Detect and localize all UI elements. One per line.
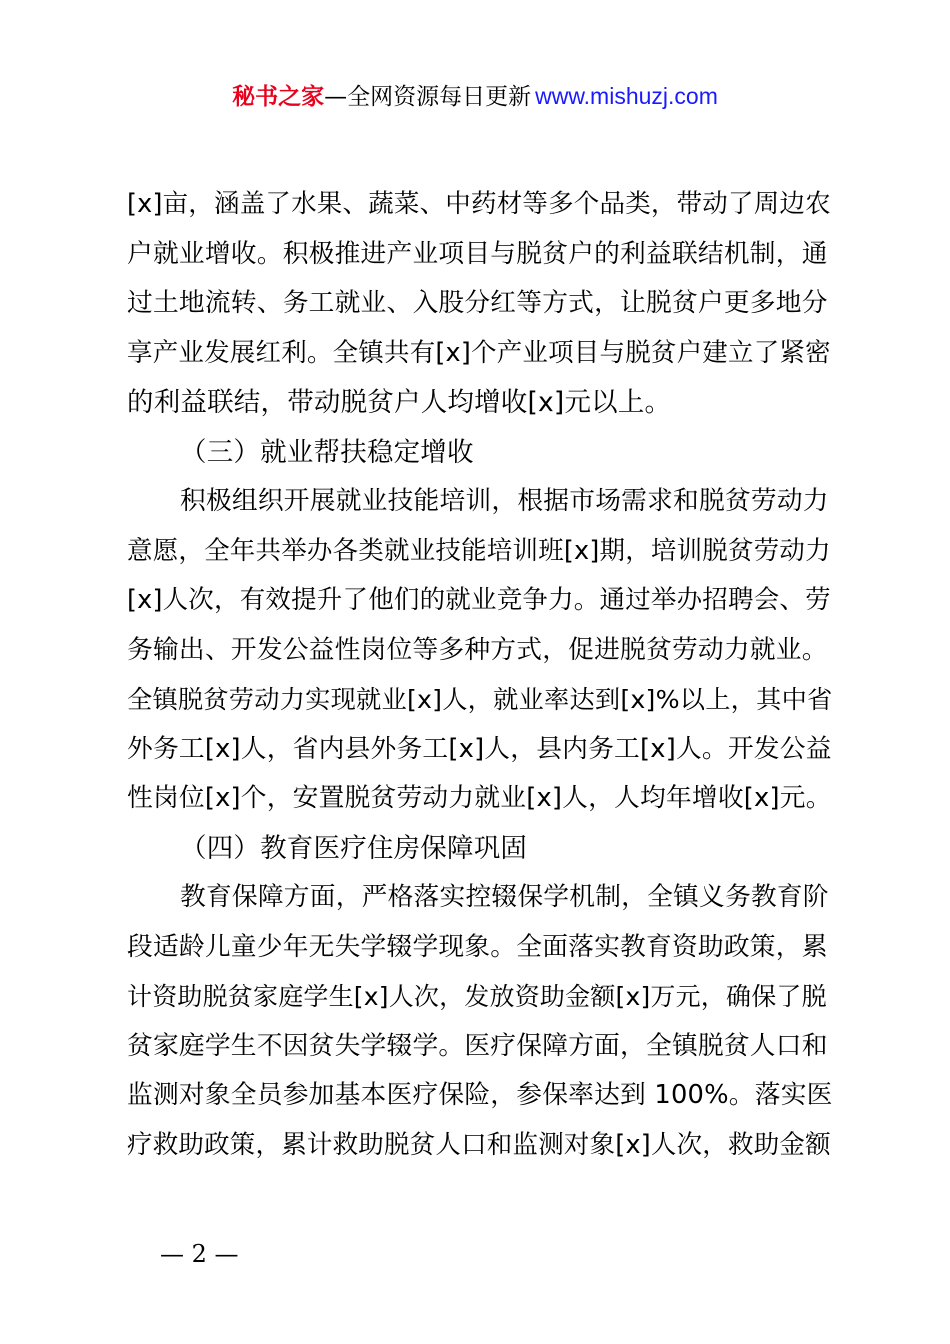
page-number: — 2 — (160, 1240, 239, 1268)
brand-name: 秘书之家 (232, 84, 325, 110)
paragraph-line: [x]人次，有效提升了他们的就业竞争力。通过举办招聘会、劳 (127, 585, 831, 615)
site-url-link[interactable]: www.mishuzj.com (535, 83, 718, 109)
header-tagline: —全网资源每日更新 (324, 84, 532, 110)
paragraph-line: 教育保障方面，严格落实控辍保学机制，全镇义务教育阶 (180, 882, 829, 912)
paragraph-line: 的利益联结，带动脱贫户人均增收[x]元以上。 (127, 387, 672, 418)
paragraph-line: 积极组织开展就业技能培训，根据市场需求和脱贫劳动力 (180, 486, 829, 516)
paragraph-line: 户就业增收。积极推进产业项目与脱贫户的利益联结机制，通 (127, 238, 828, 269)
section-heading: （三）就业帮扶稳定增收 (180, 436, 474, 468)
paragraph-line: 疗救助政策，累计救助脱贫人口和监测对象[x]人次，救助金额 (127, 1129, 831, 1160)
paragraph-line: 意愿，全年共举办各类就业技能培训班[x]期，培训脱贫劳动力 (127, 535, 831, 566)
paragraph-line: 过土地流转、务工就业、入股分红等方式，让脱贫户更多地分 (127, 288, 828, 318)
document-body (127, 180, 833, 1170)
site-header (0, 80, 950, 113)
paragraph-line: 贫家庭学生不因贫失学辍学。医疗保障方面，全镇脱贫人口和 (127, 1030, 828, 1061)
paragraph-line: 计资助脱贫家庭学生[x]人次，发放资助金额[x]万元，确保了脱 (127, 982, 827, 1011)
paragraph-line: 享产业发展红利。全镇共有[x]个产业项目与脱贫户建立了紧密 (127, 337, 831, 368)
paragraph-line: 务输出、开发公益性岗位等多种方式，促进脱贫劳动力就业。 (127, 634, 828, 665)
paragraph-line: 性岗位[x]个，安置脱贫劳动力就业[x]人，人均年增收[x]元。 (127, 783, 832, 813)
section-heading: （四）教育医疗住房保障巩固 (180, 832, 528, 864)
paragraph-line: [x]亩，涵盖了水果、蔬菜、中药材等多个品类，带动了周边农 (127, 189, 831, 219)
paragraph-line: 段适龄儿童少年无失学辍学现象。全面落实教育资助政策，累 (127, 931, 828, 962)
paragraph-line: 全镇脱贫劳动力实现就业[x]人，就业率达到[x]%以上，其中省 (127, 685, 833, 714)
paragraph-line: 外务工[x]人，省内县外务工[x]人，县内务工[x]人。开发公益 (127, 733, 832, 764)
paragraph-line: 监测对象全员参加基本医疗保险，参保率达到 100%。落实医 (127, 1080, 833, 1110)
